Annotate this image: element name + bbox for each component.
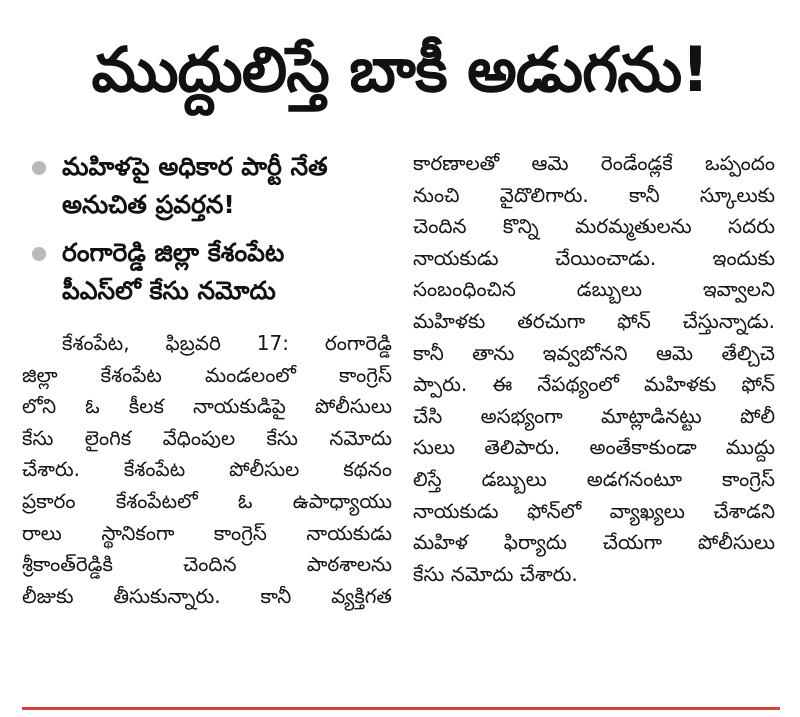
bullet-dot-icon: [32, 161, 46, 175]
article-line: చేశారు. కేశంపేట పోలీసుల కథనం: [22, 457, 392, 482]
article-line: కానీ తాను ఇవ్వబోనని ఆమె తేల్చిచె: [413, 340, 775, 365]
article-line: జిల్లా కేశంపేట మండలంలో కాంగ్రెస్: [22, 362, 392, 387]
article-line: లీజుకు తీసుకున్నారు. కానీ వ్యక్తిగత: [22, 583, 392, 608]
article-line: కేసు లైంగిక వేధింపుల కేసు నమోదు: [22, 425, 392, 450]
article-line: చెందిన కొన్ని మరమ్మతులను సదరు: [413, 214, 775, 239]
left-column: [22, 148, 392, 612]
headline: ముద్దులిస్తే బాకీ అడుగను!: [91, 33, 709, 106]
bullet-dot-icon: [32, 247, 46, 261]
article-line: నుంచి వైదొలిగారు. కానీ స్కూలుకు: [413, 182, 775, 207]
subheading-line: పీఎస్‌లో కేసు నమోదు: [62, 276, 276, 305]
article-line: కేశంపేట, ఫిబ్రవరి 17: రంగారెడ్డి: [62, 331, 392, 355]
article-line: శ్రీకాంత్‌రెడ్డికి చెందిన పాఠశాలను: [22, 552, 392, 577]
article-line: నాయకుడు చేయించాడు. ఇందుకు: [413, 245, 775, 270]
subheading-bullet-1: [22, 148, 392, 224]
article-line: మహిళ ఫిర్యాదు చేయగా పోలీసులు: [413, 530, 775, 555]
subheading-line: అనుచిత ప్రవర్తన!: [62, 190, 235, 219]
subheading-bullet-2: [22, 234, 392, 310]
article-line: కారణాలతో ఆమె రెండేండ్లకే ఒప్పందం: [413, 151, 775, 175]
article-line: లిస్తే డబ్బులు అడగనంటూ కాంగ్రెస్: [413, 466, 775, 491]
right-column: [413, 148, 775, 590]
article-line: రాలు స్థానికంగా కాంగ్రెస్ నాయకుడు: [22, 520, 392, 545]
article-line: సంబంధించిన డబ్బులు ఇవ్వాలని: [413, 277, 775, 302]
article-line: ప్రకారం కేశంపేటలో ఓ ఉపాధ్యాయు: [22, 488, 392, 513]
article-line: మహిళకు తరచుగా ఫోన్ చేస్తున్నాడు.: [413, 308, 775, 333]
article-line: చేసి అసభ్యంగా మాట్లాడినట్టు పోలీ: [413, 403, 775, 428]
article-line: లోని ఓ కీలక నాయకుడిపై పోలీసులు: [22, 394, 392, 419]
subheading-line: రంగారెడ్డి జిల్లా కేశంపేట: [62, 238, 285, 267]
article-line: సులు తెలిపారు. అంతేకాకుండా ముద్దు: [413, 435, 775, 460]
article-body-left: [22, 328, 392, 612]
article-line: కేసు నమోదు చేశారు.: [413, 561, 578, 586]
article-line: ప్పారు. ఈ నేపథ్యంలో మహిళకు ఫోన్: [413, 372, 775, 397]
subheading-line: మహిళపై అధికార పార్టీ నేత: [62, 152, 328, 181]
article-line: నాయకుడు ఫోన్‌లో వ్యాఖ్యలు చేశాడని: [413, 498, 775, 523]
bottom-divider: [22, 707, 780, 710]
